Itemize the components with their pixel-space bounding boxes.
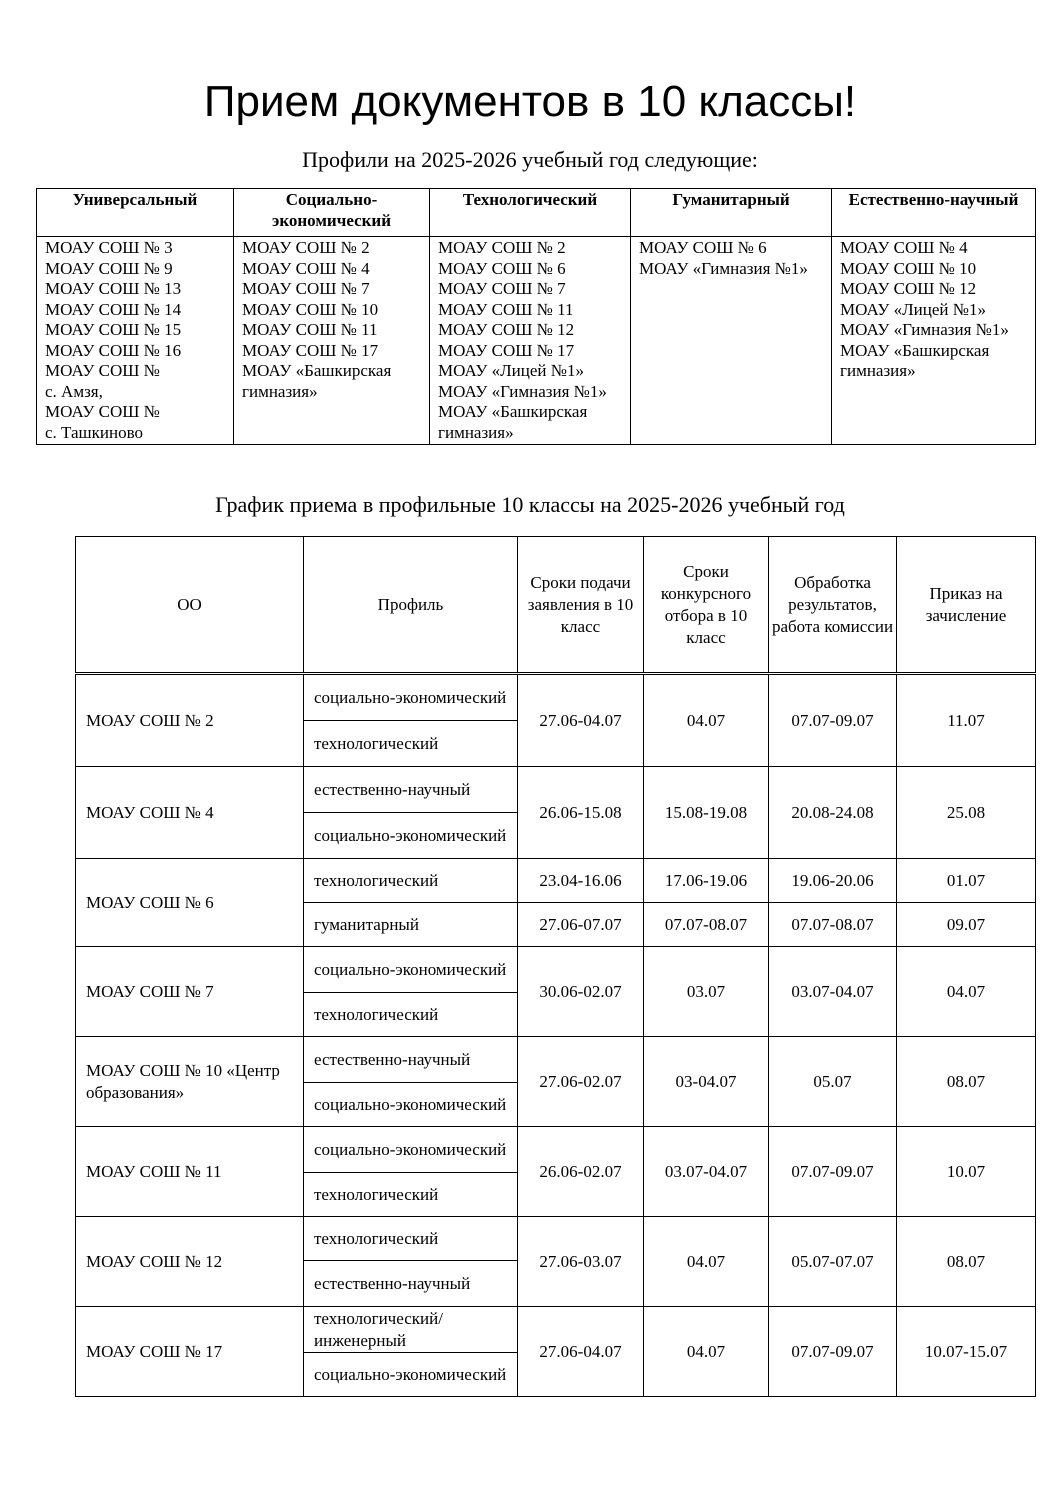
school-name: МОАУ СОШ № 7 [438,279,566,298]
profile-schools-universal [37,237,234,445]
profile-schools-humanitarian [631,237,832,445]
schedule-table [75,536,1036,1397]
profile-header-universal: Универсальный [37,189,234,237]
profile-name: естественно-научный [304,1261,518,1307]
school-name: МОАУ СОШ № 4 [840,238,968,257]
school-name: гимназия» [242,381,318,401]
profiles-table [36,188,1036,445]
order-date: 08.07 [897,1217,1036,1307]
profile-header-natural-science: Естественно-научный [832,189,1036,237]
order-date: 10.07-15.07 [897,1307,1036,1397]
selection-dates: 04.07 [644,1307,769,1397]
order-date: 10.07 [897,1127,1036,1217]
schedule-caption: График приема в профильные 10 классы на 2025-2026 учебный год [215,492,845,517]
school-name: МОАУ СОШ № 7 [242,279,370,298]
profiles-schools-row [37,237,1036,445]
profile-schools-socio-economic [234,237,430,445]
school-name: МОАУ СОШ № 9 [45,258,173,278]
school-name: гимназия» [840,361,916,380]
order-date: 08.07 [897,1037,1036,1127]
school-name: МОАУ «Гимназия №1» [840,320,1009,339]
profile-name: технологический [304,1173,518,1217]
submission-dates: 27.06-07.07 [518,903,644,947]
school-name: МОАУ СОШ № 14 [45,299,182,319]
school-name: МОАУ СОШ № [45,402,160,421]
submission-dates: 30.06-02.07 [518,947,644,1037]
schedule-header-row [76,537,1036,673]
selection-dates: 03.07-04.07 [644,1127,769,1217]
selection-dates: 15.08-19.08 [644,767,769,859]
table-row [76,1217,1036,1261]
profile-name: гуманитарный [304,903,518,947]
header-order: Приказ на зачисление [897,537,1036,673]
school-name: МОАУ СОШ № 13 [45,279,182,298]
submission-dates: 27.06-04.07 [518,1307,644,1397]
header-processing: Обработка результатов, работа комиссии [769,537,897,673]
school-name: МОАУ СОШ № 17 [438,340,575,360]
processing-dates: 07.07-09.07 [769,1127,897,1217]
submission-dates: 26.06-02.07 [518,1127,644,1217]
profile-name: технологический [304,721,518,767]
school-name: МОАУ «Гимназия №1» [438,381,607,401]
profile-name: социально-экономический [304,1353,518,1397]
selection-dates: 03.07 [644,947,769,1037]
table-row [76,767,1036,813]
table-row [76,675,1036,721]
school-name: МОАУ СОШ № 10 [242,299,379,319]
table-row [76,1037,1036,1083]
school-name: МОАУ «Башкирская [438,402,588,421]
profile-name: естественно-научный [304,767,518,813]
school-name: МОАУ СОШ № 17 [76,1307,304,1397]
selection-dates: 07.07-08.07 [644,903,769,947]
profile-name: социально-экономический [304,1127,518,1173]
profile-header-technological: Технологический [430,189,631,237]
school-name: МОАУ СОШ № [45,361,160,380]
processing-dates: 20.08-24.08 [769,767,897,859]
selection-dates: 17.06-19.06 [644,859,769,903]
profile-name: технологический [304,859,518,903]
submission-dates: 27.06-03.07 [518,1217,644,1307]
school-name: МОАУ «Лицей №1» [840,299,986,319]
school-name: МОАУ СОШ № 6 [438,258,566,278]
header-submission-dates: Сроки подачи заявления в 10 класс [518,537,644,673]
school-name: МОАУ СОШ № 10 «Центр образования» [76,1037,304,1127]
school-name: МОАУ СОШ № 6 [76,859,304,947]
school-name: МОАУ СОШ № 11 [76,1127,304,1217]
profile-schools-natural-science [832,237,1036,445]
order-date: 04.07 [897,947,1036,1037]
submission-dates: 27.06-04.07 [518,675,644,767]
processing-dates: 03.07-04.07 [769,947,897,1037]
school-name: МОАУ СОШ № 4 [76,767,304,859]
school-name: МОАУ СОШ № 12 [840,279,977,298]
school-name: МОАУ СОШ № 2 [242,238,370,257]
order-date: 11.07 [897,675,1036,767]
school-name: МОАУ СОШ № 7 [76,947,304,1037]
school-name: МОАУ СОШ № 2 [76,675,304,767]
page-title: Прием документов в 10 классы! [203,77,857,126]
school-name: МОАУ СОШ № 12 [438,320,575,339]
submission-dates: 26.06-15.08 [518,767,644,859]
school-name: МОАУ СОШ № 17 [242,340,379,360]
header-profile: Профиль [304,537,518,673]
table-row [76,859,1036,903]
submission-dates: 23.04-16.06 [518,859,644,903]
order-date: 25.08 [897,767,1036,859]
profile-name: естественно-научный [304,1037,518,1083]
selection-dates: 04.07 [644,1217,769,1307]
selection-dates: 03-04.07 [644,1037,769,1127]
profile-header-humanitarian: Гуманитарный [631,189,832,237]
school-name: МОАУ СОШ № 10 [840,258,977,278]
submission-dates: 27.06-02.07 [518,1037,644,1127]
order-date: 01.07 [897,859,1036,903]
profile-name: социально-экономический [304,1083,518,1127]
header-oo: ОО [76,537,304,673]
header-selection-dates: Сроки конкурсного отбора в 10 класс [644,537,769,673]
table-row [76,1307,1036,1353]
school-name: МОАУ СОШ № 11 [438,299,574,319]
profile-schools-technological [430,237,631,445]
processing-dates: 07.07-09.07 [769,675,897,767]
profile-header-socio-economic: Социально-экономический [234,189,430,237]
school-name: МОАУ «Гимназия №1» [639,258,808,278]
school-name: с. Амзя, [45,381,103,401]
processing-dates: 07.07-09.07 [769,1307,897,1397]
school-name: МОАУ СОШ № 11 [242,320,378,339]
processing-dates: 05.07 [769,1037,897,1127]
school-name: МОАУ СОШ № 15 [45,320,182,339]
school-name: МОАУ СОШ № 2 [438,238,566,257]
school-name: МОАУ СОШ № 3 [45,238,173,257]
school-name: МОАУ СОШ № 12 [76,1217,304,1307]
school-name: гимназия» [438,422,514,442]
profiles-header-row [37,189,1036,237]
school-name: МОАУ СОШ № 16 [45,340,182,360]
school-name: МОАУ «Башкирская [242,361,392,380]
profile-name: технологический [304,993,518,1037]
school-name: МОАУ «Лицей №1» [438,361,584,380]
profiles-subtitle: Профили на 2025-2026 учебный год следующие: [302,147,758,172]
profile-name: социально-экономический [304,947,518,993]
table-row [76,1127,1036,1173]
school-name: МОАУ СОШ № 4 [242,258,370,278]
profile-name: технологический [304,1217,518,1261]
profile-name: социально-экономический [304,813,518,859]
school-name: МОАУ «Башкирская [840,340,990,360]
table-row [76,947,1036,993]
profile-name: технологический/ инженерный [304,1307,518,1353]
profile-name: социально-экономический [304,675,518,721]
processing-dates: 07.07-08.07 [769,903,897,947]
processing-dates: 19.06-20.06 [769,859,897,903]
processing-dates: 05.07-07.07 [769,1217,897,1307]
school-name: МОАУ СОШ № 6 [639,238,767,257]
school-name: с. Ташкиново [45,422,144,442]
selection-dates: 04.07 [644,675,769,767]
order-date: 09.07 [897,903,1036,947]
